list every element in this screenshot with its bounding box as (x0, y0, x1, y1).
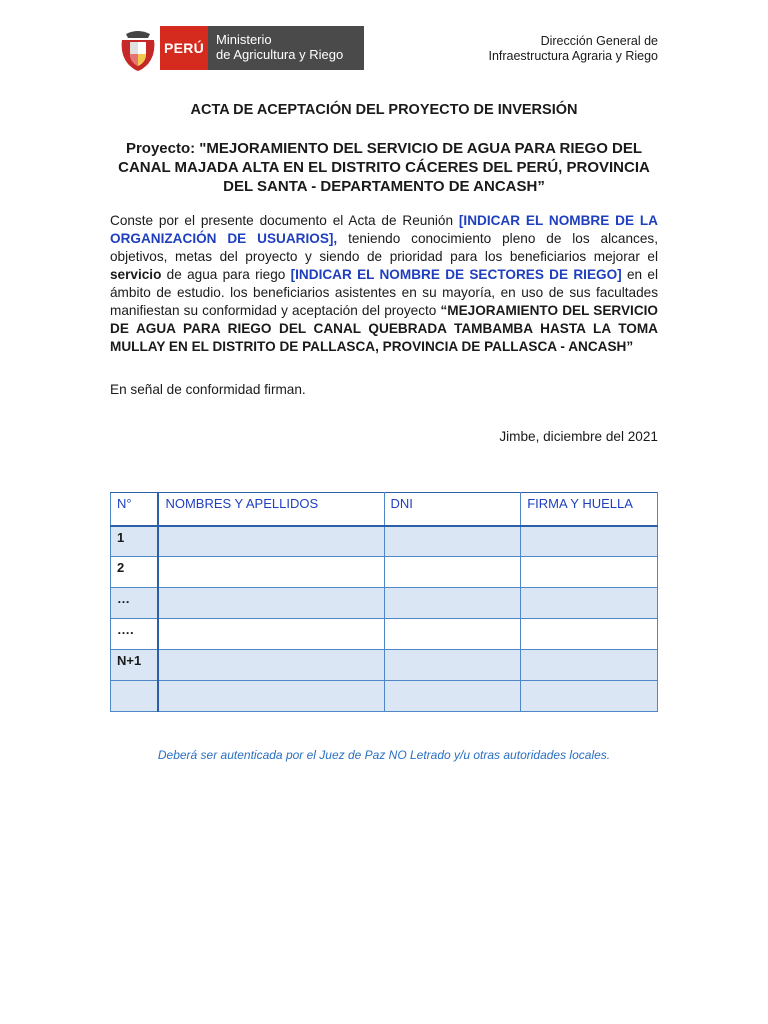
project-name: “MEJORAMIENTO DEL SERVICIO DE AGUA PARA RIEGO DEL CANAL QUEBRADA TAMBAMBA HASTA LA TOMA MULLAY EN EL DISTRITO DE PALLASCA, PROVINCIA DE PALLASCA - ANCASH” (110, 303, 658, 354)
page-header (0, 26, 768, 74)
dni-cell (384, 557, 521, 588)
authentication-note: Deberá ser autenticada por el Juez de Paz NO Letrado y/u otras autoridades locales. (157, 748, 611, 762)
coat-of-arms-icon (118, 28, 158, 72)
table-header-row (111, 493, 658, 526)
signature-cell (521, 526, 658, 557)
name-cell (158, 650, 384, 681)
name-cell (158, 681, 384, 712)
header-number: N° (111, 493, 159, 526)
table-row (111, 650, 658, 681)
row-number: … (111, 588, 159, 619)
direction-name: Dirección General de Infraestructura Agraria y Riego (488, 34, 658, 63)
project-heading: Proyecto: "MEJORAMIENTO DEL SERVICIO DE AGUA PARA RIEGO DEL CANAL MAJADA ALTA EN EL DISTRITO CÁCERES DEL PERÚ, PROVINCIA DEL SANTA - DEPARTAMENTO DE ANCASH” (118, 140, 650, 195)
table-row (111, 588, 658, 619)
signature-table (110, 492, 658, 712)
sectors-placeholder: [INDICAR EL NOMBRE DE SECTORES DE RIEGO] (290, 267, 622, 282)
name-cell (158, 588, 384, 619)
logo-country: PERÚ (160, 26, 208, 70)
place-date: Jimbe, diciembre del 2021 (499, 429, 658, 444)
dni-cell (384, 650, 521, 681)
body-paragraph: Conste por el presente documento el Acta de Reunión [INDICAR EL NOMBRE DE LA ORGANIZACIÓN DE USUARIOS], teniendo conocimiento pleno de los alcances, objetivos, metas del proyecto y siendo de prioridad para los beneficiarios mejorar el servicio de agua para riego [INDICAR EL NOMBRE DE SECTORES DE RIEGO] en el ámbito de estudio. los beneficiarios asistentes en su mayoría, en uso de sus facultades manifiestan su conformidad y aceptación del proyecto “MEJORAMIENTO DEL SERVICIO DE AGUA PARA RIEGO DEL CANAL QUEBRADA TAMBAMBA HASTA LA TOMA MULLAY EN EL DISTRITO DE PALLASCA, PROVINCIA DE PALLASCA - ANCASH” (110, 213, 658, 354)
header-signature: FIRMA Y HUELLA (521, 493, 658, 526)
table-row (111, 681, 658, 712)
dni-cell (384, 588, 521, 619)
header-names: NOMBRES Y APELLIDOS (158, 493, 384, 526)
row-number (111, 681, 159, 712)
row-number: 1 (111, 526, 159, 557)
signature-cell (521, 619, 658, 650)
document-title: ACTA DE ACEPTACIÓN DEL PROYECTO DE INVERSIÓN (190, 102, 578, 118)
signature-cell (521, 681, 658, 712)
ministry-logo (160, 26, 364, 70)
header-dni: DNI (384, 493, 521, 526)
dni-cell (384, 619, 521, 650)
signature-cell (521, 650, 658, 681)
logo-ministry: Ministerio de Agricultura y Riego (208, 26, 364, 70)
conformity-text: En señal de conformidad firman. (110, 382, 306, 397)
row-number: 2 (111, 557, 159, 588)
signature-cell (521, 588, 658, 619)
table-row (111, 619, 658, 650)
name-cell (158, 526, 384, 557)
table-row (111, 526, 658, 557)
name-cell (158, 557, 384, 588)
row-number: N+1 (111, 650, 159, 681)
organization-placeholder: [INDICAR EL NOMBRE DE LA ORGANIZACIÓN DE USUARIOS], (110, 213, 658, 246)
name-cell (158, 619, 384, 650)
row-number: …. (111, 619, 159, 650)
signature-cell (521, 557, 658, 588)
dni-cell (384, 526, 521, 557)
dni-cell (384, 681, 521, 712)
table-row (111, 557, 658, 588)
